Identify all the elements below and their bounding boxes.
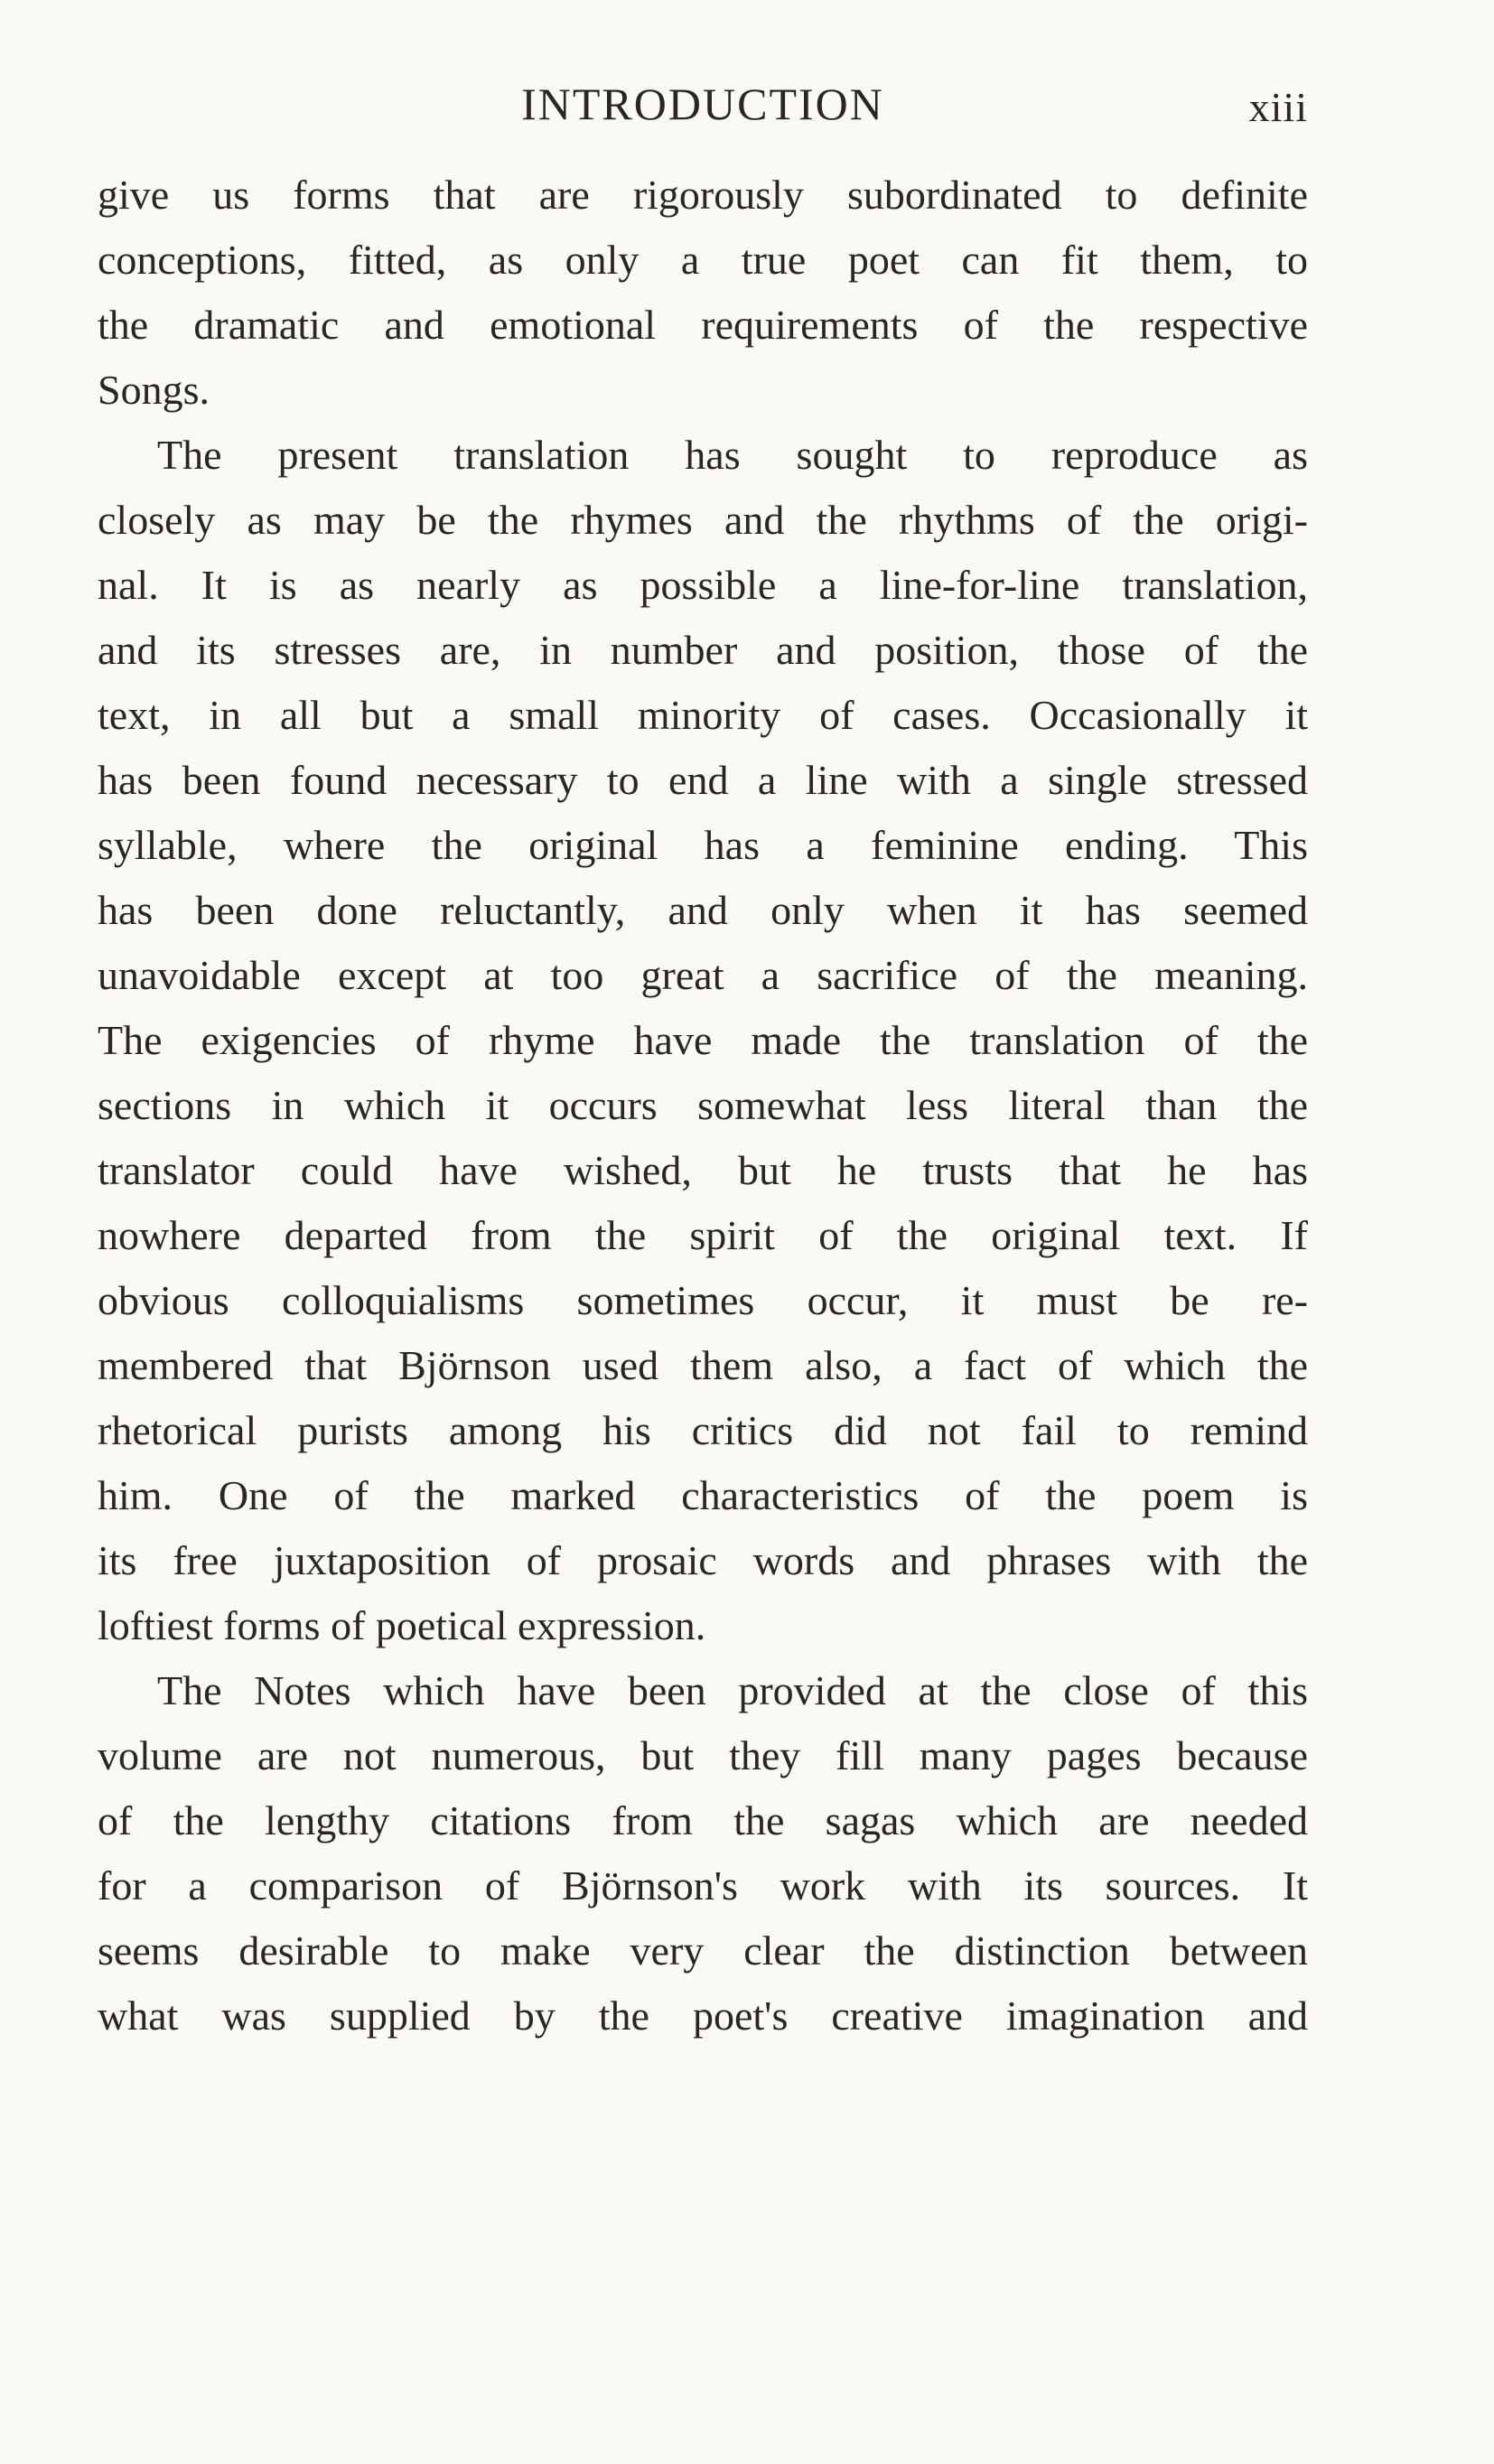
text-line: what was supplied by the poet's creative imagination and [98,1993,1308,2039]
text-line: rhetorical purists among his critics did not fail to remind [98,1407,1308,1453]
text-line: translator could have wished, but he trusts that he has [98,1147,1308,1193]
text-line: of the lengthy citations from the sagas which are needed [98,1797,1308,1843]
text-line: syllable, where the original has a feminine ending. This [98,822,1308,868]
text-line: seems desirable to make very clear the distinction between [98,1927,1308,1974]
text-line: give us forms that are rigorously subordinated to definite [98,172,1308,218]
text-line: for a comparison of Björnson's work with its sources. It [98,1862,1308,1909]
text-line: has been done reluctantly, and only when it has seemed [98,887,1308,933]
paragraph-3 [98,1658,1308,2049]
text-line: nowhere departed from the spirit of the original text. If [98,1212,1308,1258]
text-line: the dramatic and emotional requirements of the respective [98,302,1308,348]
text-line: nal. It is as nearly as possible a line-for-line translation, [98,562,1308,608]
text-line: volume are not numerous, but they fill many pages because [98,1732,1308,1778]
text-line: The present translation has sought to reproduce as [157,432,1308,478]
text-line: conceptions, fitted, as only a true poet can fit them, to [98,237,1308,283]
text-line: him. One of the marked characteristics of the poem is [98,1472,1308,1518]
page-number: xiii [1248,84,1308,130]
text-line: membered that Björnson used them also, a fact of which the [98,1342,1308,1388]
text-line: text, in all but a small minority of cases. Occasionally it [98,692,1308,738]
paragraph-2 [98,423,1308,1658]
text-line: Songs. [98,367,210,413]
running-title: INTRODUCTION [521,79,884,129]
paragraph-1 [98,163,1308,423]
text-line: and its stresses are, in number and position, those of the [98,627,1308,673]
page-header [98,72,1308,135]
text-line: loftiest forms of poetical expression. [98,1602,706,1648]
body-text [98,163,1308,2049]
text-line: obvious colloquialisms sometimes occur, it must be re- [98,1277,1308,1323]
text-line: sections in which it occurs somewhat less literal than the [98,1082,1308,1128]
text-line: The Notes which have been provided at the close of this [157,1667,1308,1713]
text-line: closely as may be the rhymes and the rhythms of the origi- [98,497,1308,543]
text-line: unavoidable except at too great a sacrifice of the meaning. [98,952,1308,998]
text-line: The exigencies of rhyme have made the translation of the [98,1017,1308,1063]
text-line: its free juxtaposition of prosaic words and phrases with the [98,1537,1308,1583]
text-line: has been found necessary to end a line with a single stressed [98,757,1308,803]
